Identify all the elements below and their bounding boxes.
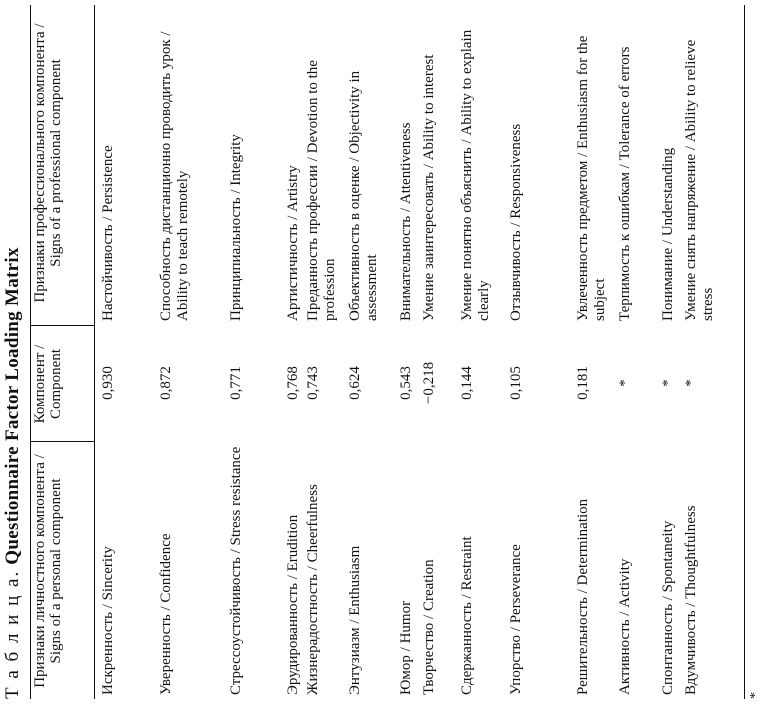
header-professional: Признаки профессионального компонента / Signs of a professional component [32, 23, 64, 303]
header-personal: Признаки личностного компонента / Signs of a personal component [32, 454, 64, 688]
personal-sign-cell: Активность / Activity [617, 558, 633, 695]
table-label: Т а б л и ц а. [2, 569, 23, 699]
component-value-cell: 0,543 [398, 366, 414, 400]
personal-sign-cell: Стрессоустойчивость / Stress resistance [228, 446, 244, 695]
component-value-cell: 0,181 [575, 366, 591, 400]
personal-sign-cell: Жизнерадостность / Cheerfulness [305, 484, 321, 695]
professional-sign-cell: Отзывчивость / Responsiveness [508, 123, 524, 321]
component-value-cell: 0,105 [508, 366, 524, 400]
professional-sign-cell: Преданность профессии / Devotion to the profession [305, 60, 338, 321]
component-value-cell: 0,743 [305, 366, 321, 400]
component-value-cell: 0,624 [347, 366, 363, 400]
personal-sign-cell: Упорство / Perseverance [508, 544, 524, 695]
component-value-cell: 0,872 [158, 366, 174, 400]
header-rule [94, 5, 95, 699]
component-value-cell: 0,771 [228, 366, 244, 400]
professional-sign-cell: Внимательность / Attentiveness [398, 122, 414, 321]
footnote: * [748, 692, 763, 699]
personal-sign-cell: Юмор / Humor [398, 600, 414, 695]
personal-sign-cell: Решительность / Determination [575, 498, 591, 695]
professional-sign-cell: Принципиальность / Integrity [228, 134, 244, 321]
professional-sign-cell: Умение заинтересовать / Ability to interest [421, 54, 437, 321]
professional-sign-cell: Настойчивость / Persistence [100, 145, 116, 321]
professional-sign-cell: Объективность в оценке / Objectivity in assessment [347, 70, 380, 321]
column-divider-1 [30, 441, 94, 442]
personal-sign-cell: Эрудированность / Erudition [285, 514, 301, 695]
professional-sign-cell: Артистичность / Artistry [285, 165, 301, 321]
top-rule [30, 5, 31, 699]
personal-sign-cell: Сдержанность / Restraint [459, 536, 475, 695]
personal-sign-cell: Творчество / Creation [421, 559, 437, 695]
component-value-cell: 0,768 [285, 366, 301, 400]
professional-sign-cell: Умение снять напряжение / Ability to relieve stress [683, 39, 716, 321]
personal-sign-cell: Энтузиазм / Enthusiasm [347, 545, 363, 695]
table-title: Questionnaire Factor Loading Matrix [2, 247, 23, 565]
component-value-cell: −0,218 [421, 361, 437, 405]
personal-sign-cell: Спонтанность / Spontaneity [660, 520, 676, 695]
table-caption [2, 247, 24, 699]
bottom-rule [744, 5, 745, 699]
professional-sign-cell: Увлеченность предметом / Enthusiasm for the subject [575, 35, 608, 321]
professional-sign-cell: Понимание / Understanding [660, 147, 676, 321]
header-component: Компонент / Component [32, 344, 64, 424]
component-value-cell: 0,930 [100, 366, 116, 400]
component-value-cell: * [660, 379, 676, 387]
component-value-cell: * [617, 379, 633, 387]
personal-sign-cell: Вдумчивость / Thoughtfulness [683, 505, 699, 695]
component-value-cell: 0,144 [459, 366, 475, 400]
professional-sign-cell: Умение понятно объяснить / Ability to explain clearly [459, 29, 492, 321]
personal-sign-cell: Уверенность / Confidence [158, 533, 174, 695]
professional-sign-cell: Терпимость к ошибкам / Tolerance of errors [617, 46, 633, 321]
column-divider-2 [30, 325, 94, 326]
personal-sign-cell: Искренность / Sincerity [100, 546, 116, 695]
component-value-cell: * [683, 379, 699, 387]
professional-sign-cell: Способность дистанционно проводить урок / Ability to teach remotely [158, 31, 191, 321]
